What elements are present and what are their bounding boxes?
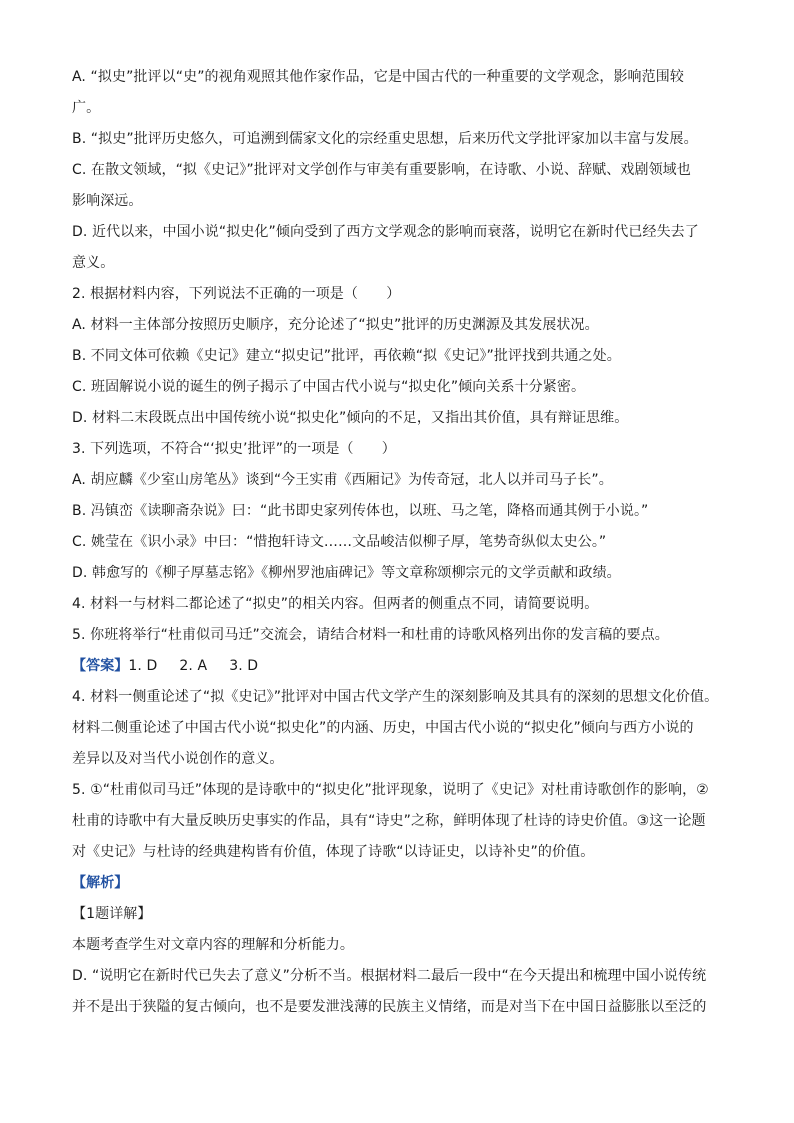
- answer-4-line1: 4. 材料一侧重论述了“拟《史记》”批评对中国古代文学产生的深刻影响及其具有的深刻的思想文化价值。: [72, 689, 719, 705]
- option-1d-line2: 意义。: [72, 255, 115, 271]
- option-3b: B. 冯镇峦《读聊斋杂说》曰：“此书即史家列传体也，以班、马之笔，降格而通其例于小说。”: [72, 503, 649, 519]
- option-2d: D. 材料二末段既点出中国传统小说“拟史化”倾向的不足，又指出其价值，具有辩证思维。: [72, 410, 629, 426]
- answer-line: [72, 651, 722, 682]
- question-4: 4. 材料一与材料二都论述了“拟史”的相关内容。但两者的侧重点不同，请简要说明。: [72, 596, 599, 612]
- answer-4-line2: 材料二侧重论述了中国古代小说“拟史化”的内涵、历史，中国古代小说的“拟史化”倾向与西方小说的: [72, 720, 694, 736]
- option-1a-line2: 广。: [72, 100, 101, 116]
- answer-item-2: 2. A: [179, 658, 208, 674]
- option-1d-line1: D. 近代以来，中国小说“拟史化”倾向受到了西方文学观念的影响而衰落，说明它在新时代已经失去了: [72, 224, 699, 240]
- detail-line2: D. “说明它在新时代已失去了意义”分析不当。根据材料二最后一段中“在今天提出和梳理中国小说传统: [72, 968, 707, 984]
- question-3: 3. 下列选项，不符合“‘拟史’批评”的一项是（ ）: [72, 441, 396, 457]
- option-3d: D. 韩愈写的《柳子厚墓志铭》《柳州罗池庙碑记》等文章称颂柳宗元的文学贡献和政绩。: [72, 565, 621, 581]
- detail-line3: 并不是出于狭隘的复古倾向，也不是要发泄浅薄的民族主义情绪，而是对当下在中国日益膨胀以至泛的: [72, 999, 707, 1015]
- analysis-heading: [72, 868, 722, 899]
- analysis-tag: 【解析】: [72, 875, 129, 891]
- answer-tag: 【答案】: [72, 658, 129, 674]
- option-1b: B. “拟史”批评历史悠久，可追溯到儒家文化的宗经重史思想，后来历代文学批评家加以丰富与发展。: [72, 131, 698, 147]
- answer-5-line1: 5. ①“杜甫似司马迁”体现的是诗歌中的“拟史化”批评现象，说明了《史记》对杜甫诗歌创作的影响，②: [72, 782, 709, 798]
- document-page: [72, 62, 722, 1023]
- answer-5-line3: 对《史记》与杜诗的经典建构皆有价值，体现了诗歌“以诗证史，以诗补史”的价值。: [72, 844, 595, 860]
- option-3a: A. 胡应麟《少室山房笔丛》谈到“今王实甫《西厢记》为传奇冠，北人以并司马子长”。: [72, 472, 613, 488]
- question-2: 2. 根据材料内容，下列说法不正确的一项是（ ）: [72, 286, 401, 302]
- question-5: 5. 你班将举行“杜甫似司马迁”交流会，请结合材料一和杜甫的诗歌风格列出你的发言稿的要点。: [72, 627, 669, 643]
- detail-line1: 本题考查学生对文章内容的理解和分析能力。: [72, 937, 354, 953]
- answer-item-3: 3. D: [229, 658, 259, 674]
- option-2a: A. 材料一主体部分按照历史顺序，充分论述了“拟史”批评的历史渊源及其发展状况。: [72, 317, 599, 333]
- option-1c-line1: C. 在散文领域，“拟《史记》”批评对文学创作与审美有重要影响，在诗歌、小说、辞赋、戏剧领域也: [72, 162, 691, 178]
- answer-4-line3: 差异以及对当代小说创作的意义。: [72, 751, 284, 767]
- option-2c: C. 班固解说小说的诞生的例子揭示了中国古代小说与“拟史化”倾向关系十分紧密。: [72, 379, 586, 395]
- option-2b: B. 不同文体可依赖《史记》建立“拟史记”批评，再依赖“拟《史记》”批评找到共通之处。: [72, 348, 621, 364]
- answer-5-line2: 杜甫的诗歌中有大量反映历史事实的作品，具有“诗史”之称，鲜明体现了杜诗的诗史价值。③这一论题: [72, 813, 706, 829]
- option-1c-line2: 影响深远。: [72, 193, 143, 209]
- option-3c: C. 姚莹在《识小录》中曰：“惜抱轩诗文……文品峻洁似柳子厚，笔势奇纵似太史公。”: [72, 534, 607, 550]
- detail-heading: 【1题详解】: [72, 906, 152, 922]
- answer-item-1: 1. D: [128, 658, 158, 674]
- option-1a-line1: A. “拟史”批评以“史”的视角观照其他作家作品，它是中国古代的一种重要的文学观念，影响范围较: [72, 69, 684, 85]
